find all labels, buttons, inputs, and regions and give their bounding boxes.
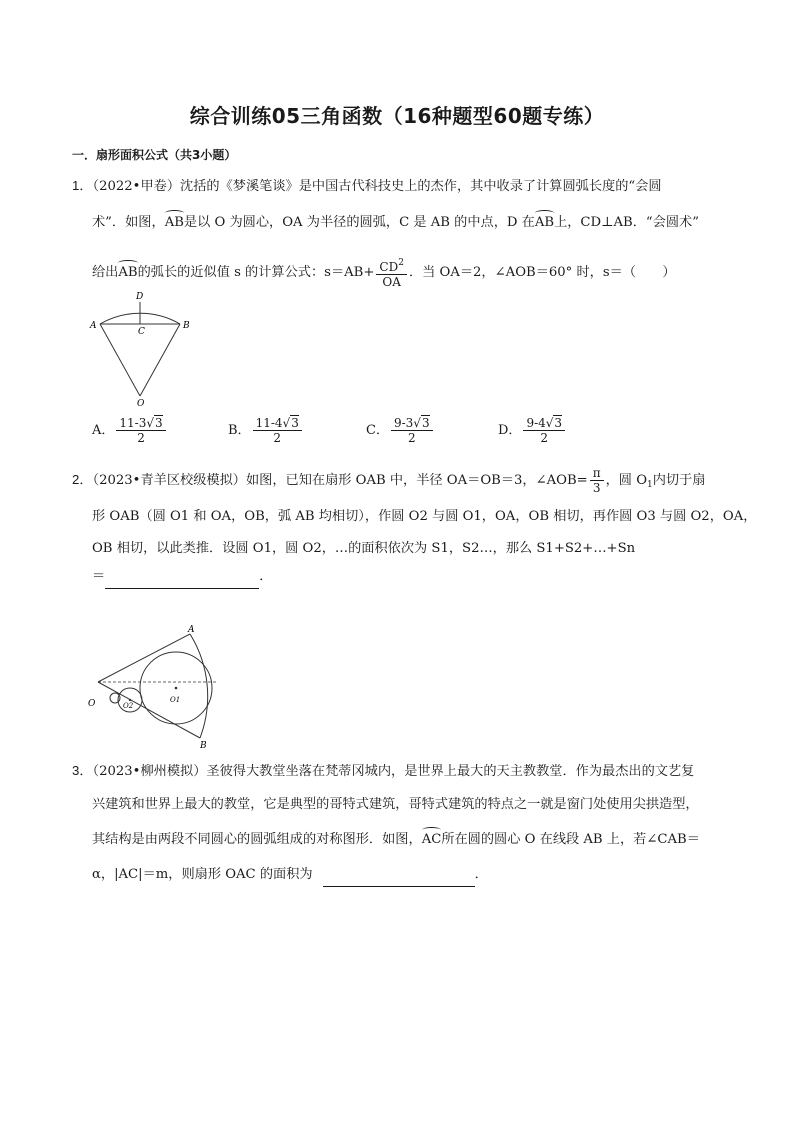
option-a-radicand: 3 bbox=[155, 416, 163, 430]
label-a: A bbox=[90, 321, 97, 331]
q1-number: 1． bbox=[72, 178, 93, 193]
frac-denominator: OA bbox=[382, 275, 401, 289]
sqrt-icon: √ bbox=[545, 416, 554, 430]
q1-text-1: （2022•甲卷）沈括的《梦溪笔谈》是中国古代科技史上的杰作，其中收录了计算圆弧长度的“会圆 bbox=[92, 179, 662, 194]
q2-period: ． bbox=[259, 569, 273, 584]
q1-text-3c: ．当 OA＝2，∠AOB＝60° 时，s＝（ ） bbox=[408, 265, 676, 280]
q2-line-1 bbox=[72, 466, 706, 495]
q2-line-2: 形 OAB（圆 O1 和 OA，OB，弧 AB 均相切），作圆 O2 与圆 O1，OA，OB 相切，再作圆 O3 与圆 O2，OA， bbox=[92, 509, 757, 524]
option-c-den: 2 bbox=[407, 431, 416, 445]
arc-ac: AC bbox=[421, 832, 442, 847]
answer-blank-q3[interactable] bbox=[323, 868, 475, 887]
option-a bbox=[92, 416, 168, 445]
option-c-num: 9-3 bbox=[393, 416, 414, 430]
q2-number: 2． bbox=[72, 472, 93, 487]
subscript-1: 1 bbox=[647, 480, 653, 490]
segment-ob bbox=[140, 324, 180, 396]
option-d-value bbox=[523, 416, 565, 445]
section-heading: 一．扇形面积公式（共3小题） bbox=[72, 148, 237, 162]
q1-line-2 bbox=[92, 214, 699, 232]
label-b: B bbox=[183, 321, 190, 331]
q2-text-1a: （2023•青羊区校级模拟）如图，已知在扇形 OAB 中，半径 OA＝OB＝3，∠AOB= bbox=[92, 473, 588, 488]
option-b-label: B． bbox=[228, 423, 251, 438]
q3-period: ． bbox=[474, 867, 488, 882]
q2-text-1c: 内切于扇 bbox=[652, 473, 706, 488]
q2-figure bbox=[84, 624, 244, 752]
answer-blank-q2[interactable] bbox=[105, 570, 259, 589]
option-c-label: C． bbox=[366, 423, 389, 438]
option-d-num: 9-4 bbox=[526, 416, 546, 430]
frac-sup: 2 bbox=[398, 258, 404, 268]
q1-text-3a: 给出 bbox=[92, 265, 119, 280]
option-a-value bbox=[116, 416, 165, 445]
arc-ab-2: AB bbox=[534, 215, 555, 230]
q1-text-2a: 术”．如图， bbox=[92, 215, 165, 230]
q1-line-1 bbox=[72, 177, 662, 196]
segment-oa bbox=[98, 634, 190, 682]
option-b-value bbox=[253, 416, 302, 445]
label-d: D bbox=[136, 292, 144, 302]
segment-ob bbox=[98, 682, 200, 738]
label-a: A bbox=[188, 625, 195, 635]
option-d bbox=[498, 416, 567, 445]
q1-text-3b: 的弧长的近似值 s 的计算公式：s＝AB+ bbox=[137, 265, 375, 280]
label-o1: O1 bbox=[170, 696, 181, 704]
frac-numerator: CD bbox=[379, 260, 399, 274]
option-d-radicand: 3 bbox=[554, 416, 563, 430]
label-o: O bbox=[137, 399, 145, 408]
q3-number: 3． bbox=[72, 763, 93, 778]
option-b-num: 11-4 bbox=[255, 416, 283, 430]
option-c-value bbox=[391, 416, 433, 445]
pi-numerator: π bbox=[590, 466, 604, 481]
q3-line-2: 兴建筑和世界上最大的教堂，它是典型的哥特式建筑，哥特式建筑的特点之一就是窗门处使用尖拱造型， bbox=[92, 797, 699, 812]
q3-text-4a: α，|AC|＝m，则扇形 OAC 的面积为 bbox=[92, 867, 313, 882]
sqrt-icon: √ bbox=[146, 416, 155, 430]
q1-text-2c: 上，CD⊥AB．“会圆术” bbox=[554, 215, 699, 230]
option-a-num: 11-3 bbox=[119, 416, 147, 430]
q3-line-1 bbox=[72, 762, 694, 781]
page-title: 综合训练05三角函数（16种题型60题专练） bbox=[189, 104, 605, 128]
q2-line-3: OB 相切，以此类推．设圆 O1，圆 O2，…的面积依次为 S1，S2…，那么 S1+S2+…+Sn bbox=[92, 541, 636, 556]
cd-squared-over-oa bbox=[376, 256, 407, 289]
center-o2-dot bbox=[129, 699, 131, 701]
label-b: B bbox=[200, 741, 207, 751]
q3-text-3a: 其结构是由两段不同圆心的圆弧组成的对称图形．如图， bbox=[92, 832, 422, 847]
option-b-den: 2 bbox=[273, 431, 282, 445]
sqrt-icon: √ bbox=[413, 416, 421, 430]
option-c bbox=[366, 416, 435, 445]
q1-text-2b: 是以 O 为圆心，OA 为半径的圆弧，C 是 AB 的中点，D 在 bbox=[183, 215, 535, 230]
q3-line-3 bbox=[92, 831, 700, 849]
label-o2: O2 bbox=[123, 702, 134, 710]
center-o1-dot bbox=[175, 687, 178, 690]
sqrt-icon: √ bbox=[282, 416, 291, 430]
option-a-den: 2 bbox=[137, 431, 145, 445]
q3-text-1: （2023•柳州模拟）圣彼得大教堂坐落在梵蒂冈城内，是世界上最大的天主教教堂．作为最杰出的文艺复 bbox=[92, 764, 695, 779]
q3-text-3b: 所在圆的圆心 O 在线段 AB 上，若∠CAB＝ bbox=[441, 832, 700, 847]
q2-line-4 bbox=[92, 568, 272, 589]
pi-denominator: 3 bbox=[592, 481, 601, 495]
option-b bbox=[228, 416, 304, 445]
option-c-radicand: 3 bbox=[421, 416, 430, 430]
q2-equals: ＝ bbox=[92, 569, 106, 584]
label-o: O bbox=[88, 699, 96, 709]
arc-ab: AB bbox=[164, 215, 184, 230]
option-b-radicand: 3 bbox=[291, 416, 299, 430]
option-d-den: 2 bbox=[540, 431, 549, 445]
label-c: C bbox=[138, 327, 145, 337]
segment-oa bbox=[100, 324, 140, 396]
q1-figure bbox=[84, 288, 204, 408]
arc-ab-shape bbox=[190, 634, 208, 738]
pi-over-3 bbox=[590, 466, 604, 495]
q1-line-3 bbox=[92, 256, 676, 289]
q3-line-4 bbox=[92, 866, 488, 887]
option-a-label: A． bbox=[92, 423, 115, 438]
q2-text-1b: ，圆 O bbox=[605, 473, 648, 488]
arc-ab-3: AB bbox=[118, 265, 138, 280]
option-d-label: D． bbox=[498, 423, 522, 438]
